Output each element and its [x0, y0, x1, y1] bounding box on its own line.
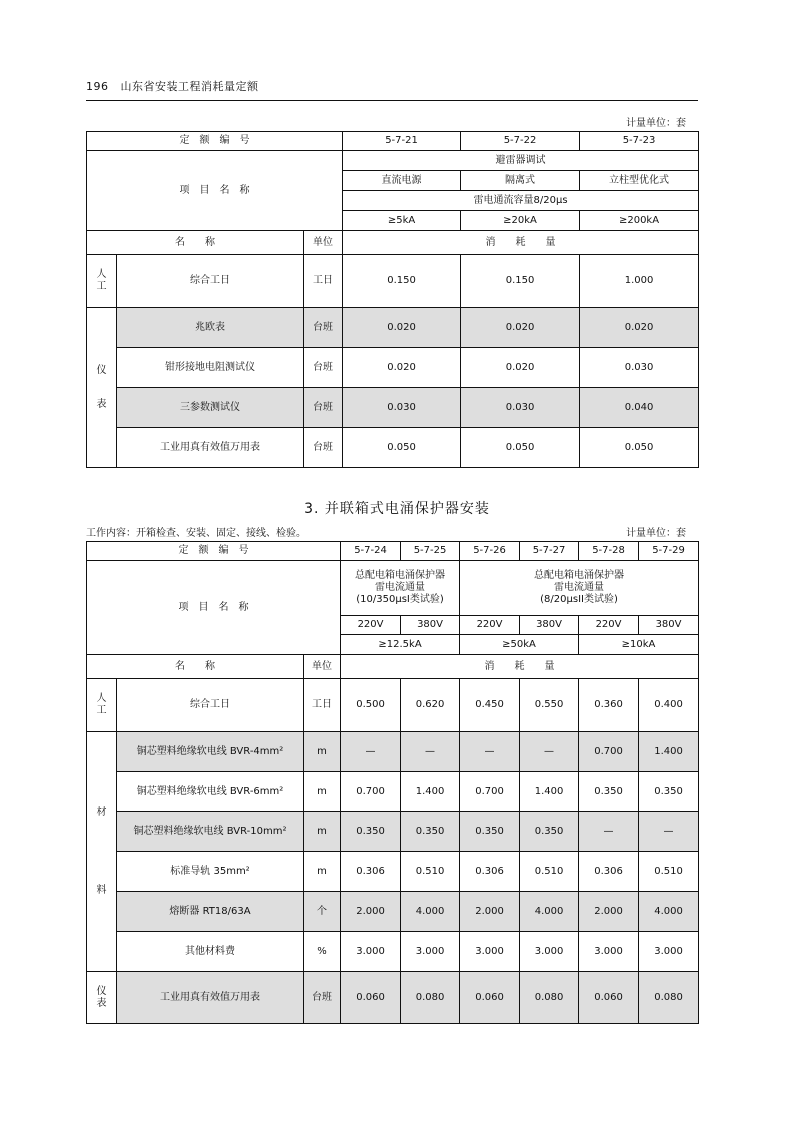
- row-value: 1.400: [401, 772, 460, 812]
- voltage: 220V: [341, 616, 401, 635]
- row-value: 0.400: [639, 679, 699, 732]
- group-title: 避雷器调试: [343, 151, 699, 171]
- row-value: 2.000: [579, 892, 639, 932]
- device-type: 隔离式: [461, 171, 580, 191]
- row-value: 0.350: [579, 772, 639, 812]
- row-name: 标准导轨 35mm²: [117, 852, 304, 892]
- row-name: 兆欧表: [117, 308, 304, 348]
- quota-code: 5-7-26: [460, 542, 520, 561]
- row-value: 0.150: [461, 255, 580, 308]
- row-value: 2.000: [341, 892, 401, 932]
- row-value: 0.080: [639, 972, 699, 1024]
- quota-code: 5-7-28: [579, 542, 639, 561]
- quota-code: 5-7-21: [343, 132, 461, 151]
- row-unit: 工日: [304, 679, 341, 732]
- row-value: 2.000: [460, 892, 520, 932]
- column-consumption-header: 消 耗 量: [341, 655, 699, 679]
- row-value: 0.450: [460, 679, 520, 732]
- row-value: 0.080: [401, 972, 460, 1024]
- row-value: 0.620: [401, 679, 460, 732]
- row-value: 0.350: [639, 772, 699, 812]
- row-value: 0.020: [343, 308, 461, 348]
- capacity-value: ≥20kA: [461, 211, 580, 231]
- row-value: 1.000: [580, 255, 699, 308]
- row-unit: 台班: [304, 428, 343, 468]
- table1-unit-note: 计量单位：套: [626, 118, 686, 129]
- item-name-header: 项 目 名 称: [87, 561, 341, 655]
- row-value: 0.050: [343, 428, 461, 468]
- row-unit: m: [304, 772, 341, 812]
- row-unit: %: [304, 932, 341, 972]
- book-title: 山东省安装工程消耗量定额: [120, 80, 259, 93]
- row-value: 0.040: [580, 388, 699, 428]
- capacity-value: ≥50kA: [460, 635, 579, 655]
- capacity-subtitle: 雷电通流容量8/20μs: [343, 191, 699, 211]
- row-value: 0.700: [579, 732, 639, 772]
- row-value: —: [579, 812, 639, 852]
- quota-code: 5-7-25: [401, 542, 460, 561]
- row-value: 3.000: [520, 932, 579, 972]
- row-value: 0.350: [460, 812, 520, 852]
- capacity-value: ≥5kA: [343, 211, 461, 231]
- row-unit: 个: [304, 892, 341, 932]
- row-value: 0.060: [460, 972, 520, 1024]
- item-name-header: 项 目 名 称: [87, 151, 343, 231]
- work-content: 工作内容：开箱检查、安装、固定、接线、检验。: [86, 528, 306, 539]
- row-value: 0.360: [579, 679, 639, 732]
- row-unit: m: [304, 732, 341, 772]
- row-value: 4.000: [639, 892, 699, 932]
- voltage: 220V: [579, 616, 639, 635]
- device-type: 直流电源: [343, 171, 461, 191]
- section-title: 3. 并联箱式电涌保护器安装: [304, 501, 490, 517]
- quota-table-2: [86, 541, 699, 1024]
- row-name: 铜芯塑料绝缘软电线 BVR-10mm²: [117, 812, 304, 852]
- row-value: 3.000: [401, 932, 460, 972]
- row-name: 铜芯塑料绝缘软电线 BVR-4mm²: [117, 732, 304, 772]
- row-name: 铜芯塑料绝缘软电线 BVR-6mm²: [117, 772, 304, 812]
- row-value: 0.050: [461, 428, 580, 468]
- column-name-header: 名 称: [87, 655, 304, 679]
- row-value: 3.000: [460, 932, 520, 972]
- quota-table-1: [86, 131, 699, 468]
- capacity-value: ≥10kA: [579, 635, 699, 655]
- row-value: —: [401, 732, 460, 772]
- row-value: 0.020: [461, 308, 580, 348]
- row-unit: 台班: [304, 972, 341, 1024]
- capacity-value: ≥12.5kA: [341, 635, 460, 655]
- column-unit-header: 单位: [304, 231, 343, 255]
- row-value: —: [520, 732, 579, 772]
- row-value: 1.400: [639, 732, 699, 772]
- row-value: 0.020: [461, 348, 580, 388]
- row-name: 熔断器 RT18/63A: [117, 892, 304, 932]
- row-value: 0.150: [343, 255, 461, 308]
- quota-code: 5-7-29: [639, 542, 699, 561]
- row-value: 3.000: [639, 932, 699, 972]
- row-value: 0.510: [639, 852, 699, 892]
- row-unit: 台班: [304, 388, 343, 428]
- page-header: [86, 78, 259, 94]
- row-value: 0.350: [520, 812, 579, 852]
- row-value: 1.400: [520, 772, 579, 812]
- row-unit: 台班: [304, 348, 343, 388]
- row-value: 3.000: [341, 932, 401, 972]
- row-value: 0.030: [343, 388, 461, 428]
- row-value: 0.060: [341, 972, 401, 1024]
- header-rule: [86, 100, 698, 101]
- row-unit: m: [304, 812, 341, 852]
- quota-code-header: 定 额 编 号: [87, 542, 341, 561]
- column-name-header: 名 称: [87, 231, 304, 255]
- row-value: —: [460, 732, 520, 772]
- row-value: —: [341, 732, 401, 772]
- row-value: 0.306: [460, 852, 520, 892]
- voltage: 380V: [401, 616, 460, 635]
- group-label-instrument: 仪 表: [87, 308, 117, 468]
- voltage: 380V: [639, 616, 699, 635]
- row-name: 综合工日: [117, 255, 304, 308]
- group-label-labor: 人 工: [87, 255, 117, 308]
- row-value: 0.030: [461, 388, 580, 428]
- group-label-instrument: 仪 表: [87, 972, 117, 1024]
- row-value: 0.700: [341, 772, 401, 812]
- row-value: 0.510: [520, 852, 579, 892]
- quota-code: 5-7-22: [461, 132, 580, 151]
- page-number: 196: [86, 80, 109, 93]
- column-consumption-header: 消 耗 量: [343, 231, 699, 255]
- row-value: —: [639, 812, 699, 852]
- row-value: 0.510: [401, 852, 460, 892]
- row-name: 三参数测试仪: [117, 388, 304, 428]
- group-label-labor: 人 工: [87, 679, 117, 732]
- row-unit: m: [304, 852, 341, 892]
- row-value: 4.000: [401, 892, 460, 932]
- spd-group-2: 总配电箱电涌保护器 雷电流通量 (8/20μsII类试验): [460, 561, 699, 616]
- row-name: 钳形接地电阻测试仪: [117, 348, 304, 388]
- quota-code: 5-7-23: [580, 132, 699, 151]
- row-unit: 台班: [304, 308, 343, 348]
- row-value: 3.000: [579, 932, 639, 972]
- spd-group-1: 总配电箱电涌保护器 雷电流通量 (10/350μsI类试验): [341, 561, 460, 616]
- row-value: 0.306: [579, 852, 639, 892]
- row-value: 0.060: [579, 972, 639, 1024]
- row-value: 0.550: [520, 679, 579, 732]
- voltage: 220V: [460, 616, 520, 635]
- row-value: 0.700: [460, 772, 520, 812]
- device-type: 立柱型优化式: [580, 171, 699, 191]
- voltage: 380V: [520, 616, 579, 635]
- row-value: 0.500: [341, 679, 401, 732]
- capacity-value: ≥200kA: [580, 211, 699, 231]
- table2-unit-note: 计量单位：套: [626, 528, 686, 539]
- row-value: 0.350: [401, 812, 460, 852]
- row-name: 工业用真有效值万用表: [117, 972, 304, 1024]
- row-value: 0.020: [580, 308, 699, 348]
- row-value: 0.020: [343, 348, 461, 388]
- row-unit: 工日: [304, 255, 343, 308]
- row-value: 0.050: [580, 428, 699, 468]
- row-value: 0.306: [341, 852, 401, 892]
- row-value: 0.080: [520, 972, 579, 1024]
- row-name: 综合工日: [117, 679, 304, 732]
- column-unit-header: 单位: [304, 655, 341, 679]
- row-value: 0.350: [341, 812, 401, 852]
- quota-code-header: 定 额 编 号: [87, 132, 343, 151]
- row-value: 0.030: [580, 348, 699, 388]
- group-label-material: 材 料: [87, 732, 117, 972]
- row-name: 工业用真有效值万用表: [117, 428, 304, 468]
- quota-code: 5-7-27: [520, 542, 579, 561]
- row-name: 其他材料费: [117, 932, 304, 972]
- row-value: 4.000: [520, 892, 579, 932]
- quota-code: 5-7-24: [341, 542, 401, 561]
